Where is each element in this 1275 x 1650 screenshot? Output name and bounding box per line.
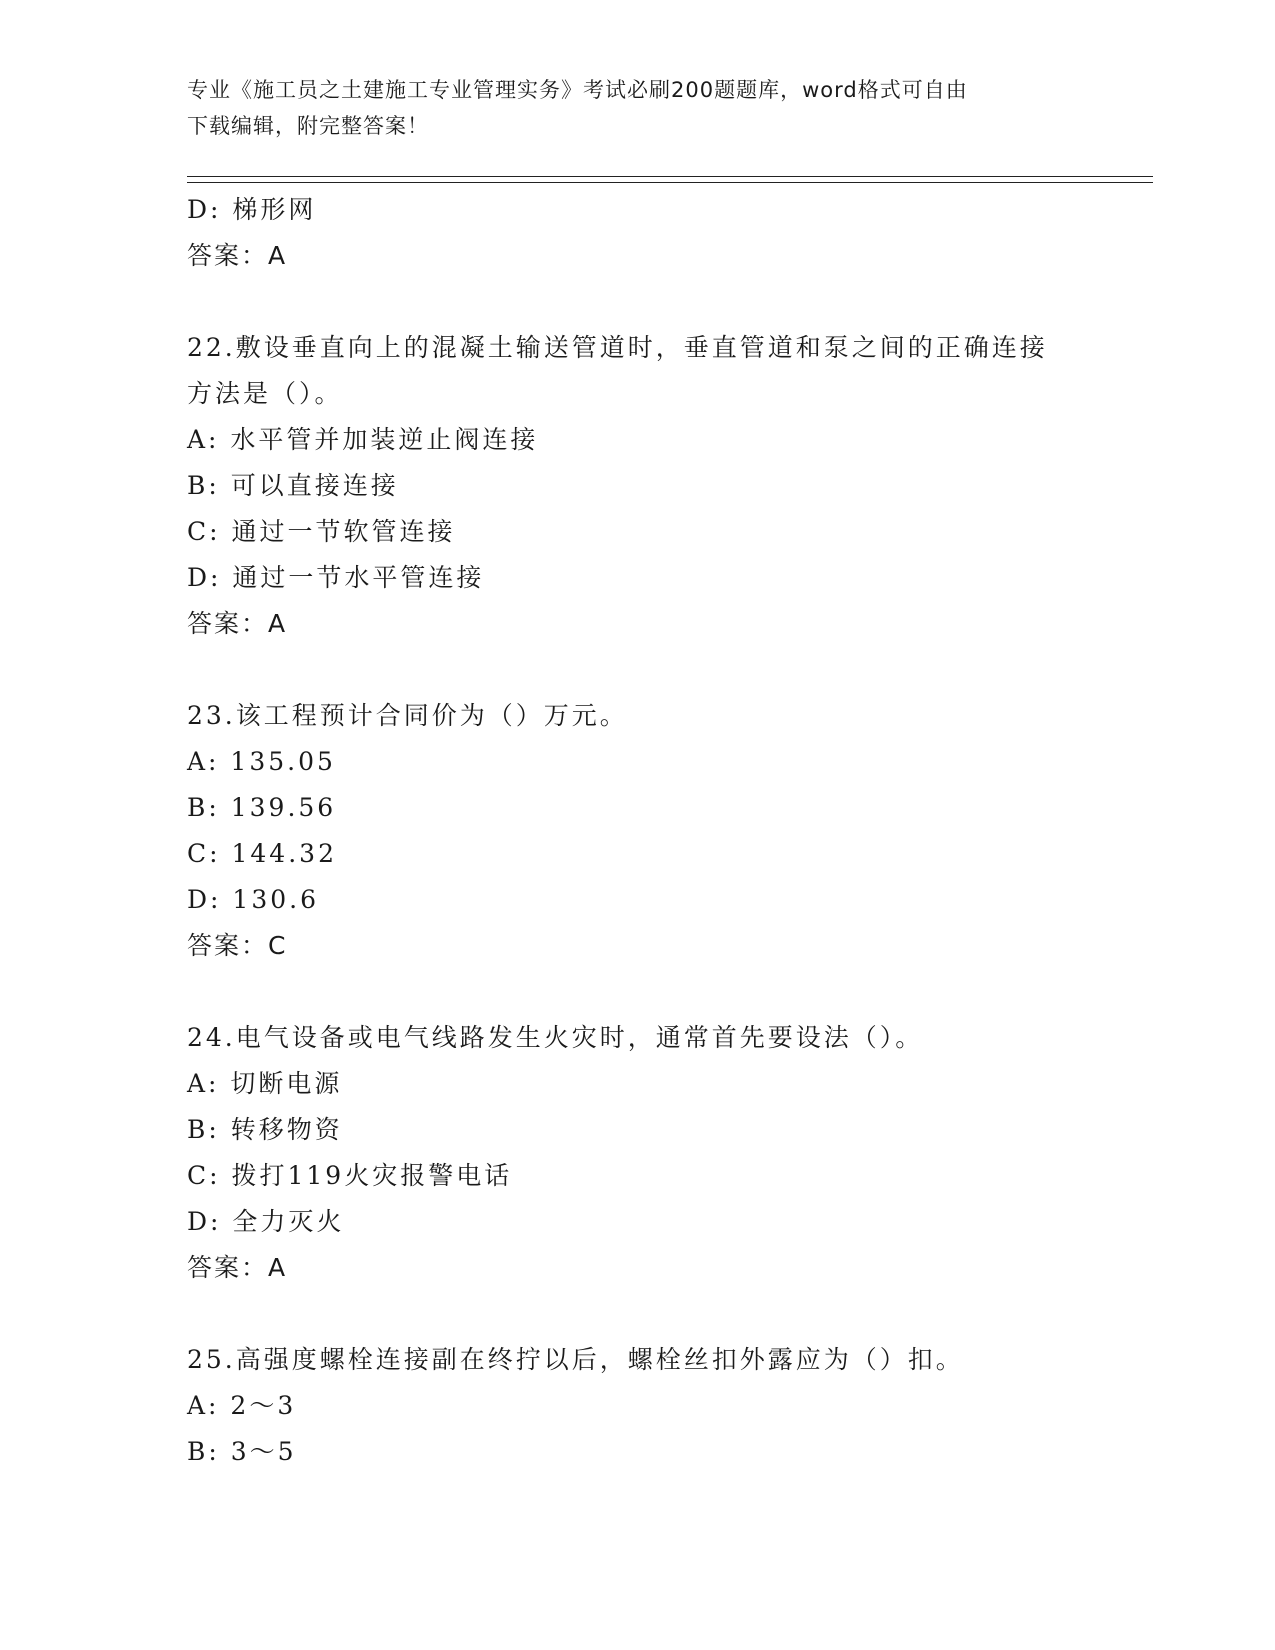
option-line: B: 可以直接连接 xyxy=(187,471,399,500)
header-line-1: 专业《施工员之土建施工专业管理实务》考试必刷200题题库，word格式可自由 xyxy=(187,78,968,102)
option-line: D: 通过一节水平管连接 xyxy=(187,563,485,592)
option-line: C: 拨打119火灾报警电话 xyxy=(187,1161,513,1190)
option-line: D: 130.6 xyxy=(187,885,319,914)
option-line: A: 2～3 xyxy=(187,1391,297,1420)
answer-line: 答案：A xyxy=(187,609,288,638)
option-line: C: 144.32 xyxy=(187,839,337,868)
option-line: B: 转移物资 xyxy=(187,1115,343,1144)
blank-gap xyxy=(187,647,1087,693)
question-text: 22.敷设垂直向上的混凝土输送管道时，垂直管道和泵之间的正确连接 xyxy=(187,333,1048,362)
option-line: B: 139.56 xyxy=(187,793,337,822)
document-header xyxy=(187,72,1067,144)
blank-gap xyxy=(187,279,1087,325)
blank-gap xyxy=(187,1291,1087,1337)
option-line: D: 全力灭火 xyxy=(187,1207,345,1236)
answer-line: 答案：A xyxy=(187,1253,288,1282)
question-text: 24.电气设备或电气线路发生火灾时，通常首先要设法（）。 xyxy=(187,1023,924,1052)
question-list xyxy=(187,187,1087,1475)
header-divider-bottom xyxy=(187,182,1153,183)
question-text: 23.该工程预计合同价为（）万元。 xyxy=(187,701,628,730)
option-line: D: 梯形网 xyxy=(187,195,317,224)
option-line: A: 水平管并加装逆止阀连接 xyxy=(187,425,539,454)
header-line-2: 下载编辑，附完整答案！ xyxy=(187,114,429,138)
option-line: A: 135.05 xyxy=(187,747,336,776)
blank-gap xyxy=(187,969,1087,1015)
answer-line: 答案：C xyxy=(187,931,288,960)
option-line: A: 切断电源 xyxy=(187,1069,343,1098)
option-line: B: 3～5 xyxy=(187,1437,297,1466)
question-text: 25.高强度螺栓连接副在终拧以后，螺栓丝扣外露应为（）扣。 xyxy=(187,1345,964,1374)
question-text: 方法是（）。 xyxy=(187,379,343,408)
option-line: C: 通过一节软管连接 xyxy=(187,517,456,546)
header-divider-top xyxy=(187,176,1153,177)
answer-line: 答案：A xyxy=(187,241,288,270)
